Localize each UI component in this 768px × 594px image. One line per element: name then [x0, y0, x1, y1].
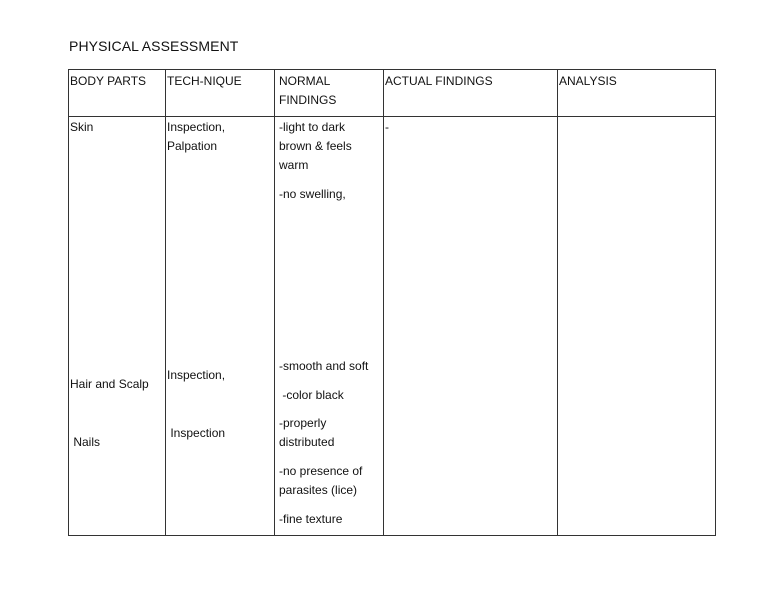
header-technique: TECH-NIQUE	[167, 74, 242, 88]
skin-normal-line: -light to dark	[279, 120, 346, 134]
page-title: PHYSICAL ASSESSMENT	[69, 38, 239, 54]
skin-body-part: Skin	[70, 120, 94, 134]
hair-normal-line: parasites (lice)	[279, 483, 358, 497]
header-analysis: ANALYSIS	[559, 74, 617, 88]
column-divider	[274, 70, 275, 535]
column-divider	[557, 70, 558, 535]
hair-normal-line: -no presence of	[279, 464, 363, 478]
hair-technique: Inspection,	[167, 368, 226, 382]
header-normal-findings-line1: NORMAL	[279, 74, 331, 88]
assessment-table	[68, 69, 716, 536]
skin-actual-findings: -	[385, 120, 389, 134]
header-normal-findings-line2: FINDINGS	[279, 93, 337, 107]
header-body-parts: BODY PARTS	[70, 74, 147, 88]
column-divider	[165, 70, 166, 535]
skin-technique-line2: Palpation	[167, 139, 218, 153]
nails-technique: Inspection	[167, 426, 226, 440]
hair-normal-line: -properly	[279, 416, 327, 430]
column-divider	[383, 70, 384, 535]
hair-body-part: Hair and Scalp	[70, 377, 149, 391]
hair-normal-line: -smooth and soft	[279, 359, 369, 373]
skin-normal-line: -no swelling,	[279, 187, 346, 201]
hair-normal-line: -fine texture	[279, 512, 343, 526]
skin-normal-line: warm	[279, 158, 309, 172]
hair-normal-line: distributed	[279, 435, 335, 449]
header-actual-findings: ACTUAL FINDINGS	[385, 74, 493, 88]
header-divider	[69, 116, 715, 117]
skin-normal-line: brown & feels	[279, 139, 352, 153]
skin-technique-line1: Inspection,	[167, 120, 226, 134]
nails-body-part: Nails	[70, 435, 101, 449]
hair-normal-line: -color black	[279, 388, 344, 402]
